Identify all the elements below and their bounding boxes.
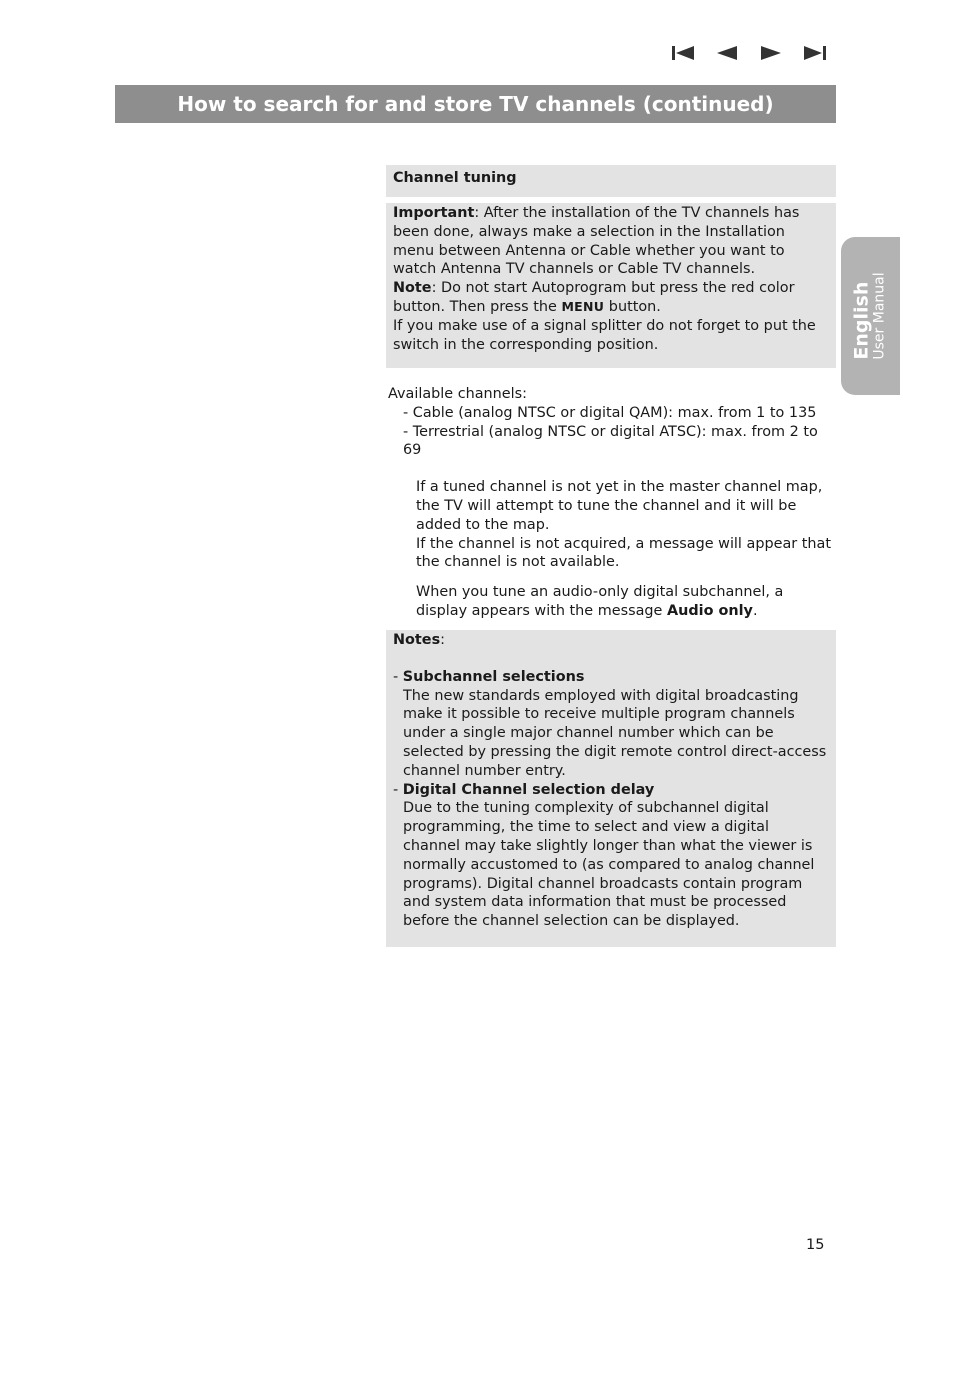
splitter-paragraph: If you make use of a signal splitter do not forget to put the switch in the corresponding position. — [393, 317, 816, 353]
channel-tuning-heading-box — [386, 165, 836, 197]
page-title-bar — [115, 85, 836, 123]
notes-label: Notes — [393, 632, 441, 648]
channel-tuning-heading: Channel tuning — [393, 170, 517, 186]
available-channels-section — [386, 385, 838, 621]
side-tab-subtitle: User Manual — [871, 272, 888, 360]
notes-box — [386, 630, 836, 947]
available-item-cable: - Cable (analog NTSC or digital QAM): max. from 1 to 135 — [403, 404, 817, 421]
menu-key: MENU — [561, 298, 605, 314]
next-icon[interactable] — [754, 42, 788, 64]
note-label: Note — [393, 280, 432, 297]
note-delay-title: - Digital Channel selection delay — [393, 781, 655, 798]
language-side-tab — [841, 237, 900, 395]
important-paragraph — [393, 204, 829, 279]
important-label: Important — [393, 205, 475, 221]
previous-icon[interactable] — [710, 42, 744, 64]
important-box — [386, 203, 836, 368]
important-text: : After the installation of the TV channels has been done, always make a selection in the Installation menu between Antenna or Cable whether you want to watch Antenna TV channels or Cable TV channels. — [393, 205, 800, 278]
audio-only-text: Audio only — [666, 602, 753, 619]
note-text-after: button. — [604, 298, 661, 315]
page-title: How to search for and store TV channels (continued) — [177, 92, 774, 116]
note-subchannel-text: The new standards employed with digital broadcasting make it possible to receive multiple program channels under a single major channel number which can be selected by pressing the digit remote control direct-access channel number entry. — [403, 687, 827, 779]
page-number: 15 — [806, 1237, 825, 1253]
note-paragraph — [393, 279, 829, 317]
side-tab-language: English — [850, 281, 873, 360]
notes-heading: Notes: — [393, 632, 445, 648]
page-navigation — [666, 42, 832, 64]
skip-to-last-icon[interactable] — [798, 42, 832, 64]
skip-to-first-icon[interactable] — [666, 42, 700, 64]
available-channels-label: Available channels: — [388, 386, 528, 402]
note-subchannel-title: - Subchannel selections — [393, 668, 585, 685]
available-item-terrestrial: - Terrestrial (analog NTSC or digital ATSC): max. from 2 to 69 — [403, 423, 818, 459]
not-acquired-paragraph: If the channel is not acquired, a message will appear that the channel is not available. — [416, 535, 831, 571]
audio-only-paragraph: When you tune an audio-only digital subchannel, a display appears with the message Audio only. — [416, 584, 784, 619]
channel-map-paragraph: If a tuned channel is not yet in the master channel map, the TV will attempt to tune the channel and it will be added to the map. — [416, 479, 823, 533]
note-text-before: : Do not start Autoprogram but press the red color button. Then press the — [393, 280, 795, 315]
note-delay-text: Due to the tuning complexity of subchannel digital programming, the time to select and view a digital channel may take slightly longer than what the viewer is normally accustomed to (as compared to analog channel programs). Digital channel broadcasts contain program and system data information that must be processed before the channel selection can be displayed. — [403, 800, 815, 930]
